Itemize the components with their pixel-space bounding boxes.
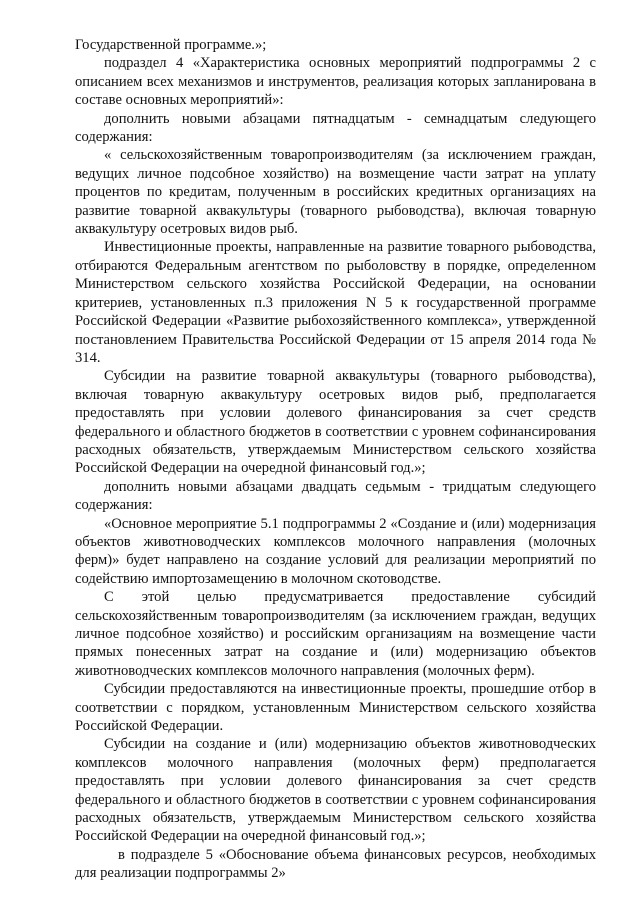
paragraph-dairy-subsidies: Субсидии на создание и (или) модернизацию объектов животноводческих комплексов молочного направления (молочных ферм) предполагается предоставлять при условии долевого финансирования за счет средств федерального и областного бюджетов в соответствии с уровнем софинансирования расходных обязательств, утверждаемым Министерством сельского хозяйства Российской Федерации на очередной финансовый год.»; [75, 736, 596, 845]
paragraph-subsection-5: в подразделе 5 «Обоснование объема финансовых ресурсов, необходимых для реализации подпрограммы 2» [75, 846, 596, 882]
paragraph-purpose: С этой целью предусматривается предоставление субсидий сельскохозяйственным товаропроизводителям (за исключением граждан, ведущих личное подсобное хозяйство) и российским организациям на возмещение части прямых понесенных затрат на создание и (или) модернизацию объектов животноводческих комплексов молочного направления (молочных ферм). [75, 589, 596, 679]
paragraph-subsidy-interest: « сельскохозяйственным товаропроизводителям (за исключением граждан, ведущих личное подсобное хозяйство) на возмещение части затрат на уплату процентов по кредитам, полученным в российских кредитных организациях на развитие товарной аквакультуры (товарного рыбоводства), включая товарную аквакультуру осетровых видов рыб. [75, 147, 596, 238]
paragraph-continuation: Государственной программе.»; [75, 37, 267, 53]
paragraph-investment-projects: Инвестиционные проекты, направленные на развитие товарного рыбоводства, отбираются Федеральным агентством по рыболовству в порядке, определенном Министерством сельского хозяйства Российской Федерации, на основании критериев, установленных п.3 приложения N 5 к государственной программе Российской Федерации «Развитие рыбохозяйственного комплекса», утвержденной постановлением Правительства Российской Федерации от 15 апреля 2014 года № 314. [75, 239, 596, 366]
paragraph-subsection-4: подраздел 4 «Характеристика основных мероприятий подпрограммы 2 с описанием всех механизмов и инструментов, реализация которых запланирована в составе основных мероприятий»: [75, 55, 596, 109]
paragraph-aquaculture-subsidies: Субсидии на развитие товарной аквакультуры (товарного рыбоводства), включая товарную аквакультуру осетровых видов рыб, предполагается предоставлять при условии долевого финансирования за счет средств федерального и областного бюджетов в соответствии с уровнем софинансирования расходных обязательств, утверждаемым Министерством сельского хозяйства Российской Федерации на очередной финансовый год.»; [75, 368, 596, 477]
paragraph-add-15-17: дополнить новыми абзацами пятнадцатым - семнадцатым следующего содержания: [75, 110, 596, 146]
paragraph-add-27-30: дополнить новыми абзацами двадцать седьмым - тридцатым следующего содержания: [75, 478, 596, 514]
paragraph-main-activity-5-1: «Основное мероприятие 5.1 подпрограммы 2 «Создание и (или) модернизация объектов животноводческих комплексов молочного направления (молочных ферм)» будет направлено на создание условий для реализации мероприятий по содействию импортозамещению в молочном скотоводстве. [75, 515, 596, 587]
paragraph-project-selection: Субсидии предоставляются на инвестиционные проекты, прошедшие отбор в соответствии с порядком, установленным Министерством сельского хозяйства Российской Федерации. [75, 681, 596, 735]
